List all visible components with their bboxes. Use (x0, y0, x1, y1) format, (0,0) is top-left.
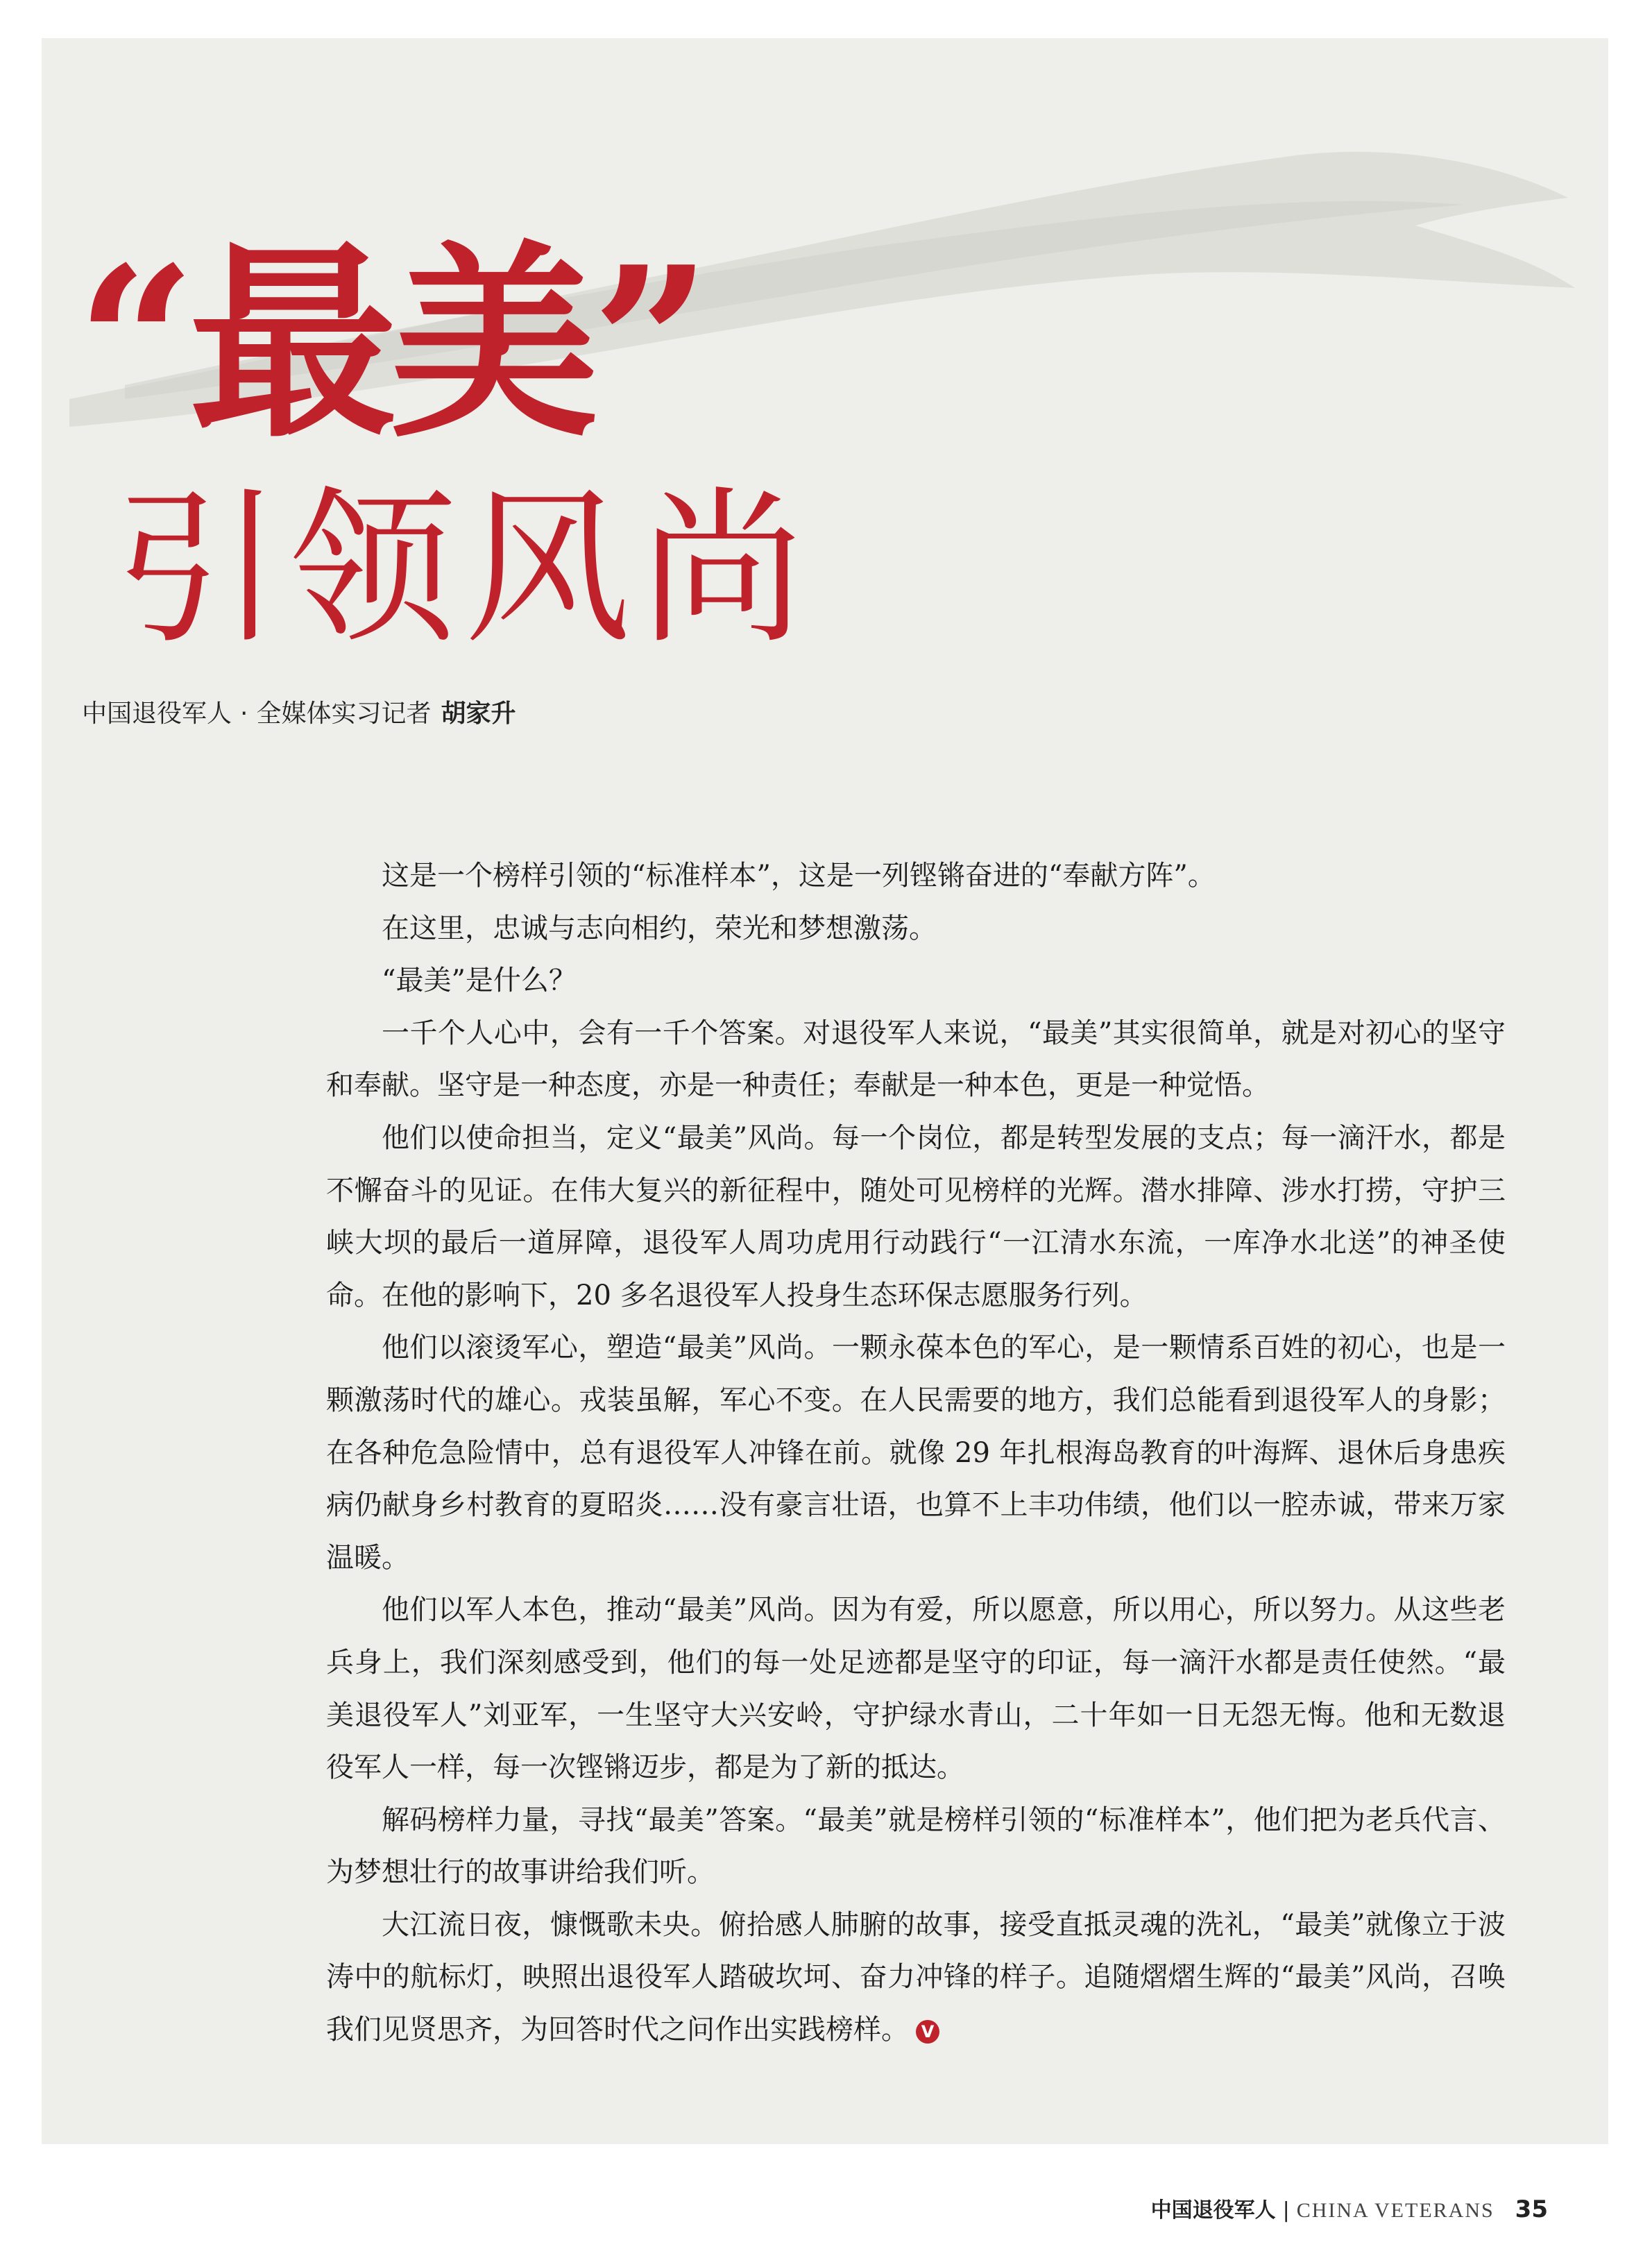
paragraph: 他们以滚烫军心，塑造“最美”风尚。一颗永葆本色的军心，是一颗情系百姓的初心，也是一颗激荡时代的雄心。戎装虽解，军心不变。在人民需要的地方，我们总能看到退役军人的身影；在各种危急险情中，总有退役军人冲锋在前。就像 29 年扎根海岛教育的叶海辉、退休后身患疾病仍献身乡村教育的夏昭炎……没有豪言壮语，也算不上丰功伟绩，他们以一腔赤诚，带来万家温暖。 (326, 1332, 1506, 1574)
paragraph: “最美”是什么？ (382, 965, 577, 997)
byline-author: 胡家升 (441, 699, 516, 728)
paragraph-text: 大江流日夜，慷慨歌未央。俯拾感人肺腑的故事，接受直抵灵魂的洗礼，“最美”就像立于波涛中的航标灯，映照出退役军人踏破坎坷、奋力冲锋的样子。追随熠熠生辉的“最美”风尚，召唤我们见贤思齐，为回答时代之问作出实践榜样。 (326, 1908, 1506, 2046)
paragraph: 解码榜样力量，寻找“最美”答案。“最美”就是榜样引领的“标准样本”，他们把为老兵代言、为梦想壮行的故事讲给我们听。 (326, 1803, 1506, 1889)
headline-main: “最美” (76, 221, 705, 466)
headline-sub: 引领风尚 (114, 472, 815, 666)
byline (82, 694, 516, 729)
paragraph-last (326, 1899, 1506, 2057)
byline-role: 全媒体实习记者 (256, 699, 432, 728)
page-footer (1151, 2193, 1548, 2223)
paragraph: 这是一个榜样引领的“标准样本”，这是一列铿锵奋进的“奉献方阵”。 (382, 860, 1216, 892)
paragraph: 他们以军人本色，推动“最美”风尚。因为有爱，所以愿意，所以用心，所以努力。从这些老兵身上，我们深刻感受到，他们的每一处足迹都是坚守的印证，每一滴汗水都是责任使然。“最美退役军人”刘亚军，一生坚守大兴安岭，守护绿水青山，二十年如一日无怨无悔。他和无数退役军人一样，每一次铿锵迈步，都是为了新的抵达。 (326, 1594, 1506, 1784)
footer-magazine-cn: 中国退役军人 (1150, 2198, 1276, 2223)
end-mark-icon: V (916, 2020, 939, 2044)
footer-divider: | (1282, 2198, 1290, 2223)
paragraph: 他们以使命担当，定义“最美”风尚。每一个岗位，都是转型发展的支点；每一滴汗水，都是不懈奋斗的见证。在伟大复兴的新征程中，随处可见榜样的光辉。潜水排障、涉水打捞，守护三峡大坝的最后一道屏障，退役军人周功虎用行动践行“一江清水东流，一库净水北送”的神圣使命。在他的影响下，20 多名退役军人投身生态环保志愿服务行列。 (326, 1121, 1506, 1311)
page-number: 35 (1515, 2196, 1548, 2223)
footer-magazine-en: CHINA VETERANS (1296, 2199, 1495, 2222)
byline-separator: · (240, 699, 248, 728)
paragraph: 一千个人心中，会有一千个答案。对退役军人来说，“最美”其实很简单，就是对初心的坚守和奉献。坚守是一种态度，亦是一种责任；奉献是一种本色，更是一种觉悟。 (326, 1017, 1506, 1102)
article-body (326, 850, 1506, 2057)
byline-org: 中国退役军人 (82, 699, 232, 728)
paragraph: 在这里，忠诚与志向相约，荣光和梦想激荡。 (382, 912, 937, 944)
